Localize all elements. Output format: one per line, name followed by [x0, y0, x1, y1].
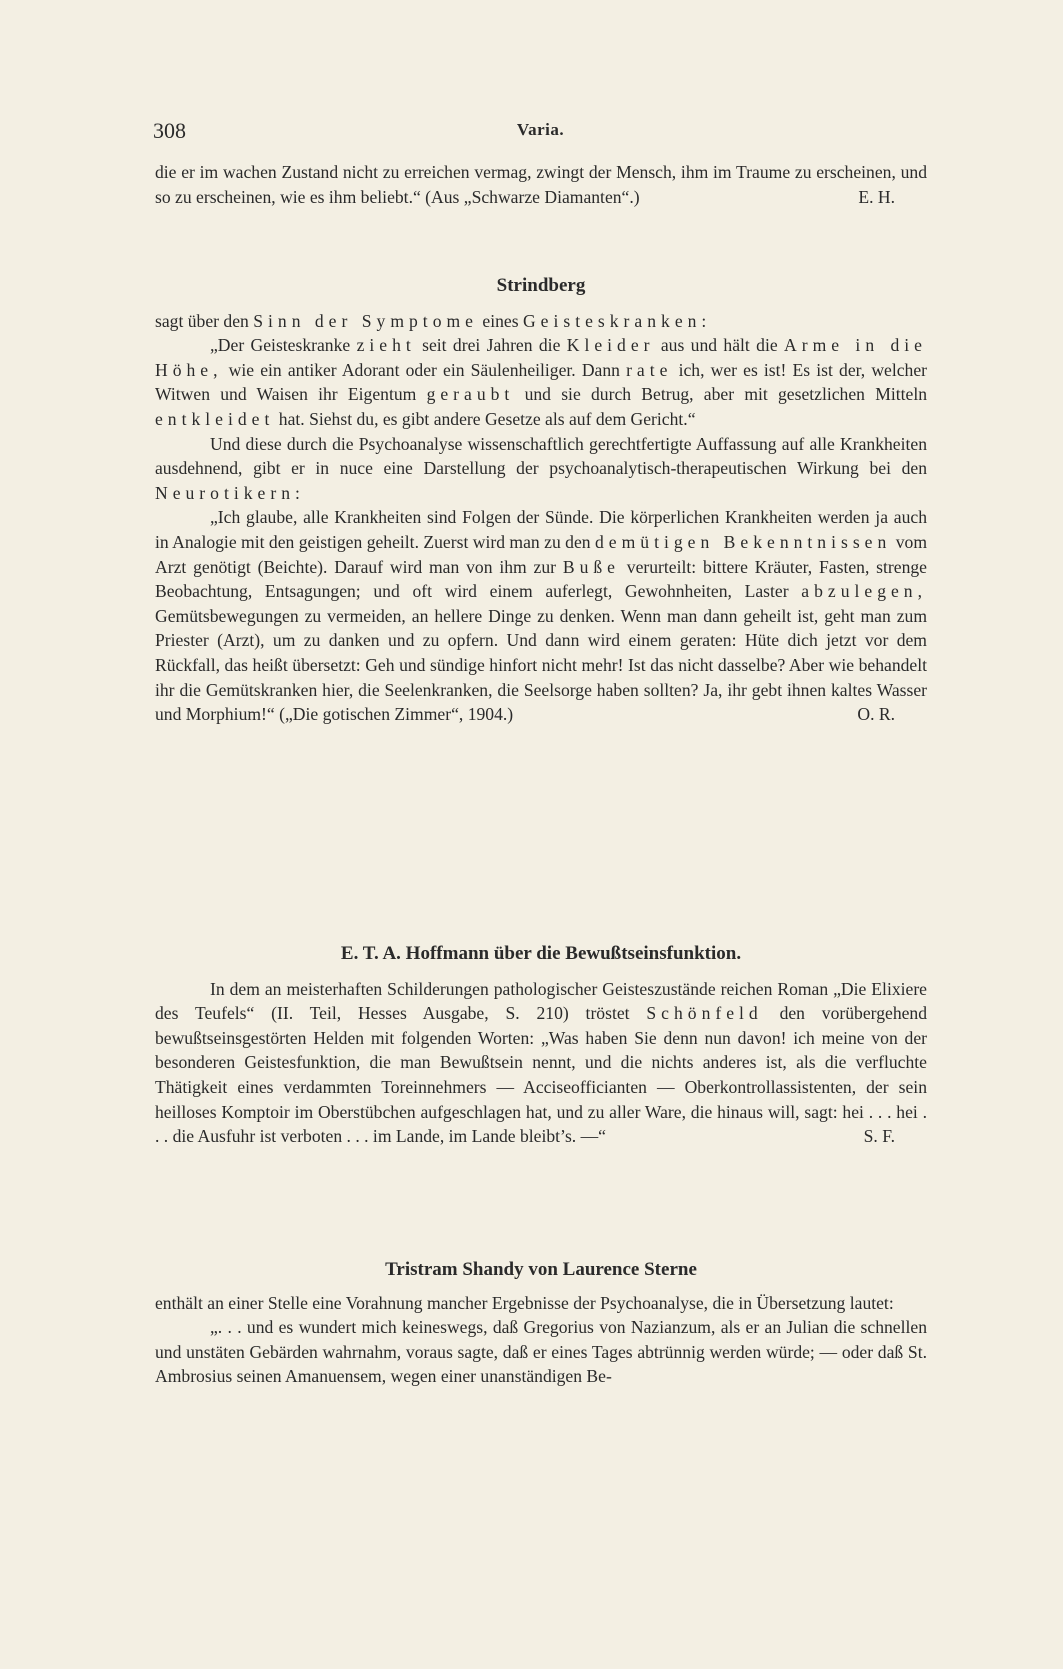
strindberg-quote-1: „Der Geisteskranke zieht seit drei Jahren die Kleider aus und hält die Arme in die Höhe, wie ein antiker Adorant oder ein Säulenheiliger. Dann rate ich, wer es ist! Es ist der, welcher Witwen und Waisen ihr Eigentum geraubt und sie durch Betrug, aber mit gesetzlichen Mitteln entkleidet hat. Siehst du, es gibt andere Gesetze als auf dem Gericht.“	[155, 335, 927, 429]
hoffmann-title: E. T. A. Hoffmann über die Bewußtseinsfunktion.	[340, 943, 742, 964]
hoffmann-paragraph: In dem an meisterhaften Schilderungen pathologischer Geisteszustände reichen Roman „Die Elixiere des Teufels“ (II. Teil, Hesses Ausgabe, S. 210) tröstet Schönfeld den vorübergehend bewußtseinsgestörten Helden mit folgenden Worten: „Was haben Sie denn nun davon! ich meine von der besonderen Geistesfunktion, die man Bewußtsein nennt, und die nichts anderes ist, als die verfluchte Thätigkeit eines verdammten Toreinnehmers — Acciseofficianten — Oberkontrollassistenten, der sein heilloses Komptoir im Oberstübchen aufgeschlagen hat, und zu aller Ware, die hinaus will, sagt: hei . . . hei . . . die Ausfuhr ist verboten . . . im Lande, im Lande bleibt’s. —“ S. F.	[155, 977, 927, 1149]
strindberg-signature: O. R.	[857, 704, 895, 725]
strindberg-paragraph-2: Und diese durch die Psychoanalyse wissenschaftlich gerechtfertigte Auffassung auf alle Krankheiten ausdehnend, gibt er in nuce eine Darstellung der psychoanalytisch-therapeutischen Wirkung bei den Neurotikern:	[155, 433, 927, 503]
hoffmann-signature: S. F.	[863, 1126, 895, 1147]
strindberg-section	[155, 274, 927, 727]
tristram-paragraph-2: „. . . und es wundert mich keineswegs, daß Gregorius von Nazianzum, als er an Julian die schnellen und unstäten Gebärden wahrnahm, voraus sagte, daß er eines Tages abtrünnig werden würde; — oder daß St. Ambrosius seinen Amanuensem, wegen einer unanständigen Be-	[155, 1317, 927, 1387]
tristram-paragraph-1: enthält an einer Stelle eine Vorahnung mancher Ergebnisse der Psychoanalyse, die in Übersetzung lautet:	[155, 1292, 894, 1313]
strindberg-title: Strindberg	[496, 275, 586, 296]
intro-section	[155, 160, 927, 209]
intro-signature: E. H.	[858, 186, 895, 207]
tristram-title: Tristram Shandy von Laurence Sterne	[385, 1259, 697, 1280]
running-head: Varia.	[516, 120, 565, 139]
strindberg-lead: sagt über den Sinn der Symptome eines Geisteskranken:	[155, 310, 712, 331]
strindberg-quote-2: „Ich glaube, alle Krankheiten sind Folgen der Sünde. Die körperlichen Krankheiten werden ja auch in Analogie mit den geistigen geheilt. Zuerst wird man zu den demütigen Bekenntnissen vom Arzt genötigt (Beichte). Darauf wird man von ihm zur Buße verurteilt: bittere Kräuter, Fasten, strenge Beobachtung, Entsagungen; und oft wird einem auferlegt, Gewohnheiten, Laster abzulegen, Gemütsbewegungen zu vermeiden, an hellere Dinge zu denken. Wenn man dann geheilt ist, geht man zum Priester (Arzt), um zu danken und zu opfern. Und dann wird einem geraten: Hüte dich jetzt vor dem Rückfall, das heißt übersetzt: Geh und sündige hinfort nicht mehr! Ist das nicht dasselbe? Aber wie behandelt ihr die Gemütskranken hier, die Seelenkranken, die Seelsorge haben sollten? Ja, ihr gebt ihnen kaltes Wasser und Morphium!“ („Die gotischen Zimmer“, 1904.) O. R.	[155, 505, 927, 726]
hoffmann-section	[155, 942, 927, 1149]
page-number: 308	[153, 118, 186, 143]
page-header	[153, 118, 928, 148]
intro-paragraph	[155, 160, 927, 209]
intro-text: die er im wachen Zustand nicht zu erreichen vermag, zwingt der Mensch, ihm im Traume zu erscheinen, und so zu erscheinen, wie es ihm beliebt.“ (Aus „Schwarze Diamanten“.)	[155, 162, 927, 207]
tristram-section	[155, 1258, 927, 1389]
